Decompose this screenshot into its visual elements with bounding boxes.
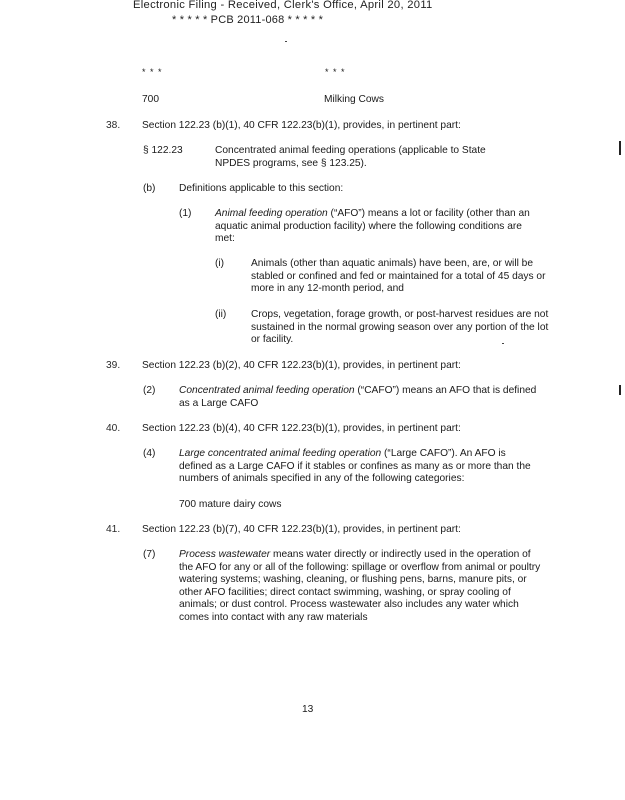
section-title: Concentrated animal feeding operations (applicable to State NPDES programs, see § 123.25). <box>215 145 486 169</box>
condition-ii-text: Crops, vegetation, forage growth, or post-harvest residues are not sustained in the normal growing season over any portion of the lot or facility. <box>251 309 549 346</box>
category-item: 700 mature dairy cows <box>179 499 282 510</box>
scan-edge-mark <box>619 141 621 155</box>
scan-edge-mark <box>619 385 621 395</box>
para-40-item-label: (4) <box>143 448 156 459</box>
item-1-label: (1) <box>179 208 192 219</box>
cafo-term: Concentrated animal feeding operation <box>179 385 355 396</box>
page-number: 13 <box>302 704 314 715</box>
animal-type: Milking Cows <box>324 94 385 105</box>
filing-header: Electronic Filing - Received, Clerk's Office, April 20, 2011 <box>133 0 433 11</box>
process-wastewater-term: Process wastewater <box>179 549 271 560</box>
subsection-b-label: (b) <box>143 183 156 194</box>
condition-i-text: Animals (other than aquatic animals) have been, are, or will be stabled or confined and fed or maintained for a total of 45 days or more in any 12-month period, and <box>251 258 546 295</box>
subsection-b-text: Definitions applicable to this section: <box>179 183 344 194</box>
cafo-definition-block <box>179 385 539 410</box>
cafo-definition: (“CAFO”) means an AFO that is defined as a Large CAFO <box>179 385 537 409</box>
large-cafo-term: Large concentrated animal feeding operation <box>179 448 382 459</box>
afo-term: Animal feeding operation <box>215 208 328 219</box>
large-cafo-definition-block <box>179 448 541 486</box>
item-1-definition <box>215 208 530 246</box>
para-38-intro: Section 122.23 (b)(1), 40 CFR 122.23(b)(1), provides, in pertinent part: <box>142 120 461 131</box>
process-wastewater-definition-block <box>179 549 544 625</box>
para-40-intro: Section 122.23 (b)(4), 40 CFR 122.23(b)(1), provides, in pertinent part: <box>142 423 461 434</box>
large-cafo-definition: (“Large CAFO”). An AFO is defined as a Large CAFO if it stables or confines as many as or more than the numbers of animals specified in any of the following categories: <box>179 448 531 485</box>
para-39-item-label: (2) <box>143 385 156 396</box>
ellipsis-left: * * * <box>142 67 163 77</box>
condition-ii-label: (ii) <box>215 309 227 320</box>
ellipsis-right: * * * <box>325 67 346 77</box>
afo-definition: (“AFO”) means a lot or facility (other than an aquatic animal production facility) where the following conditions are met: <box>215 208 530 245</box>
section-symbol-label: § 122.23 <box>143 145 183 156</box>
para-39-number: 39. <box>106 360 121 371</box>
pcb-stamp: * * * * * PCB 2011-068 * * * * * <box>172 14 324 26</box>
process-wastewater-definition: means water directly or indirectly used in the operation of the AFO for any or all of the following: spillage or overflow from animal or poultry watering systems; washing, cleaning, or flushing pens, barns, manure pits, or other AFO facilities; direct contact swimming, washing, or spray cooling of animals; or dust control. Process wastewater also includes any water which comes into contact with any raw materials <box>179 549 541 623</box>
speck <box>502 343 504 344</box>
para-41-intro: Section 122.23 (b)(7), 40 CFR 122.23(b)(1), provides, in pertinent part: <box>142 524 461 535</box>
speck <box>285 41 287 42</box>
condition-i-label: (i) <box>215 258 225 269</box>
para-41-number: 41. <box>106 524 121 535</box>
animal-count: 700 <box>142 94 159 105</box>
para-41-item-label: (7) <box>143 549 156 560</box>
para-39-intro: Section 122.23 (b)(2), 40 CFR 122.23(b)(1), provides, in pertinent part: <box>142 360 461 371</box>
para-38-number: 38. <box>106 120 121 131</box>
para-40-number: 40. <box>106 423 121 434</box>
